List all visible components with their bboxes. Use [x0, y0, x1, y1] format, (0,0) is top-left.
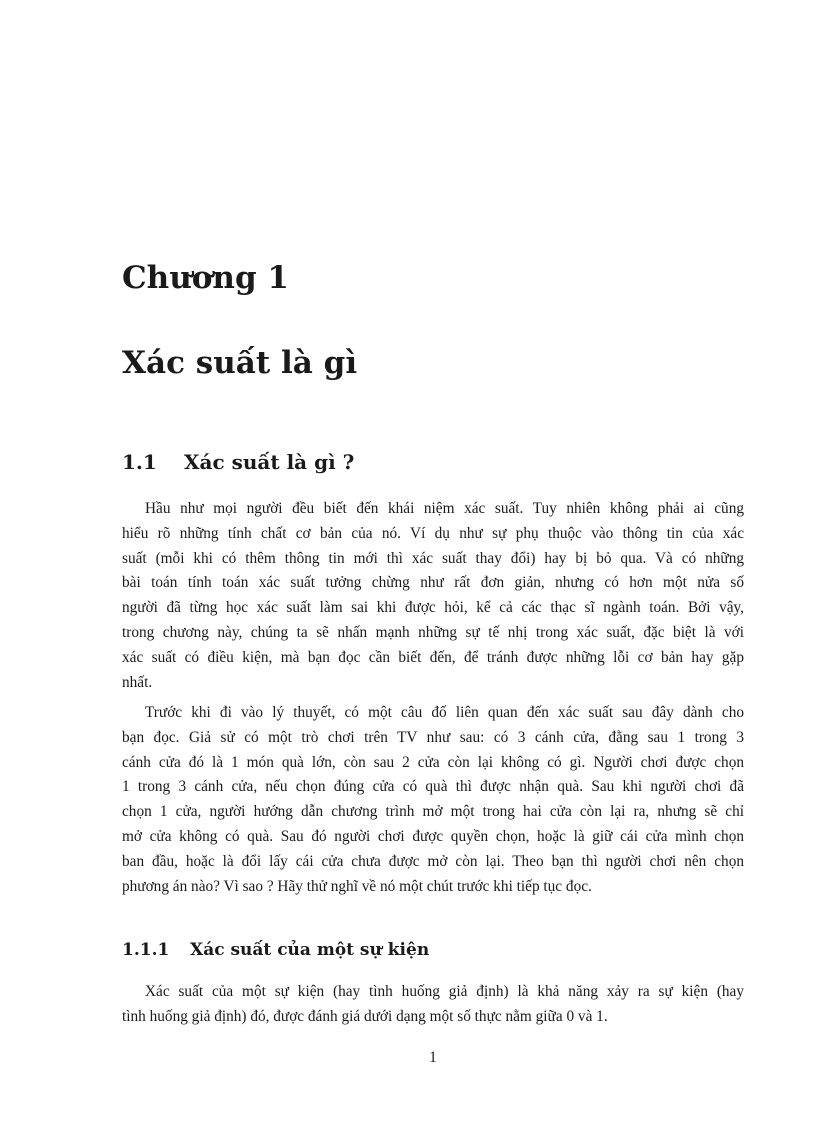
paragraph-line: Hầu như mọi người đều biết đến khái niệm xác suất. Tuy nhiên không phải ai cũng [145, 500, 744, 517]
paragraph-line: suất (mỗi khi có thêm thông tin mới thì xác suất thay đổi) hay bị bỏ qua. Và có những [122, 549, 744, 567]
subsection-number: 1.1.1 [122, 940, 170, 960]
page-number: 1 [429, 1049, 437, 1066]
paragraph-line: mở cửa không có quà. Sau đó người chơi được quyền chọn, hoặc là giữ cái cửa mình chọn [122, 827, 744, 845]
paragraph-line: Trước khi đi vào lý thuyết, có một câu đố liên quan đến xác suất sau đây dành cho [145, 704, 744, 721]
section-heading [122, 447, 354, 477]
section-number: 1.1 [122, 450, 157, 474]
section-title: Xác suất là gì ? [184, 450, 355, 474]
paragraph-line: ban đầu, hoặc là đổi lấy cái cửa chưa được mở còn lại. Theo bạn thì người chơi nên chọn [122, 852, 744, 870]
paragraph-line: hiểu rõ những tính chất cơ bản của nó. Ví dụ như sự phụ thuộc vào thông tin của xác [122, 524, 744, 542]
paragraph-line: nhất. [122, 673, 153, 691]
paragraph-line: chọn 1 cửa, người hướng dẫn chương trình mở một trong hai cửa còn lại ra, nhưng sẽ chỉ [122, 803, 744, 821]
paragraph-line: xác suất có điều kiện, mà bạn đọc cần biết đến, để tránh được những lỗi cơ bản hay gặp [122, 648, 744, 666]
chapter-label: Chương 1 [122, 260, 290, 296]
paragraph-line: tình huống giả định) đó, được đánh giá dưới dạng một số thực nằm giữa 0 và 1. [122, 1007, 608, 1025]
paragraph-intro [122, 497, 744, 695]
paragraph-line: 1 trong 3 cánh cửa, nếu chọn đúng cửa có quà thì được nhận quà. Sau khi người chơi đã [122, 778, 744, 796]
subsection-title: Xác suất của một sự kiện [190, 940, 430, 960]
paragraph-line: Xác suất của một sự kiện (hay tình huống giả định) là khả năng xảy ra sự kiện (hay [145, 983, 744, 1000]
paragraph-line: bạn đọc. Giả sử có một trò chơi trên TV như sau: có 3 cánh cửa, đằng sau 1 trong 3 [122, 728, 744, 746]
paragraph-line: người đã từng học xác suất làm sai khi được hỏi, kể cả các thạc sĩ ngành toán. Bởi vậy, [122, 599, 744, 617]
subsection-heading [122, 936, 429, 964]
paragraph-definition [122, 980, 744, 1030]
paragraph-line: cánh cửa đó là 1 món quà lớn, còn sau 2 cửa còn lại không có gì. Người chơi được chọn [122, 753, 744, 771]
paragraph-puzzle [122, 701, 744, 899]
paragraph-line: phương án nào? Vì sao ? Hãy thử nghĩ về nó một chút trước khi tiếp tục đọc. [122, 877, 592, 895]
chapter-title: Xác suất là gì [122, 345, 358, 381]
paragraph-line: trong chương này, chúng ta sẽ nhấn mạnh những sự tế nhị trong xác suất, đặc biệt là với [122, 623, 744, 641]
paragraph-line: bài toán tính toán xác suất tưởng chừng như rất đơn giản, nhưng có hơn một nửa số [122, 574, 744, 592]
